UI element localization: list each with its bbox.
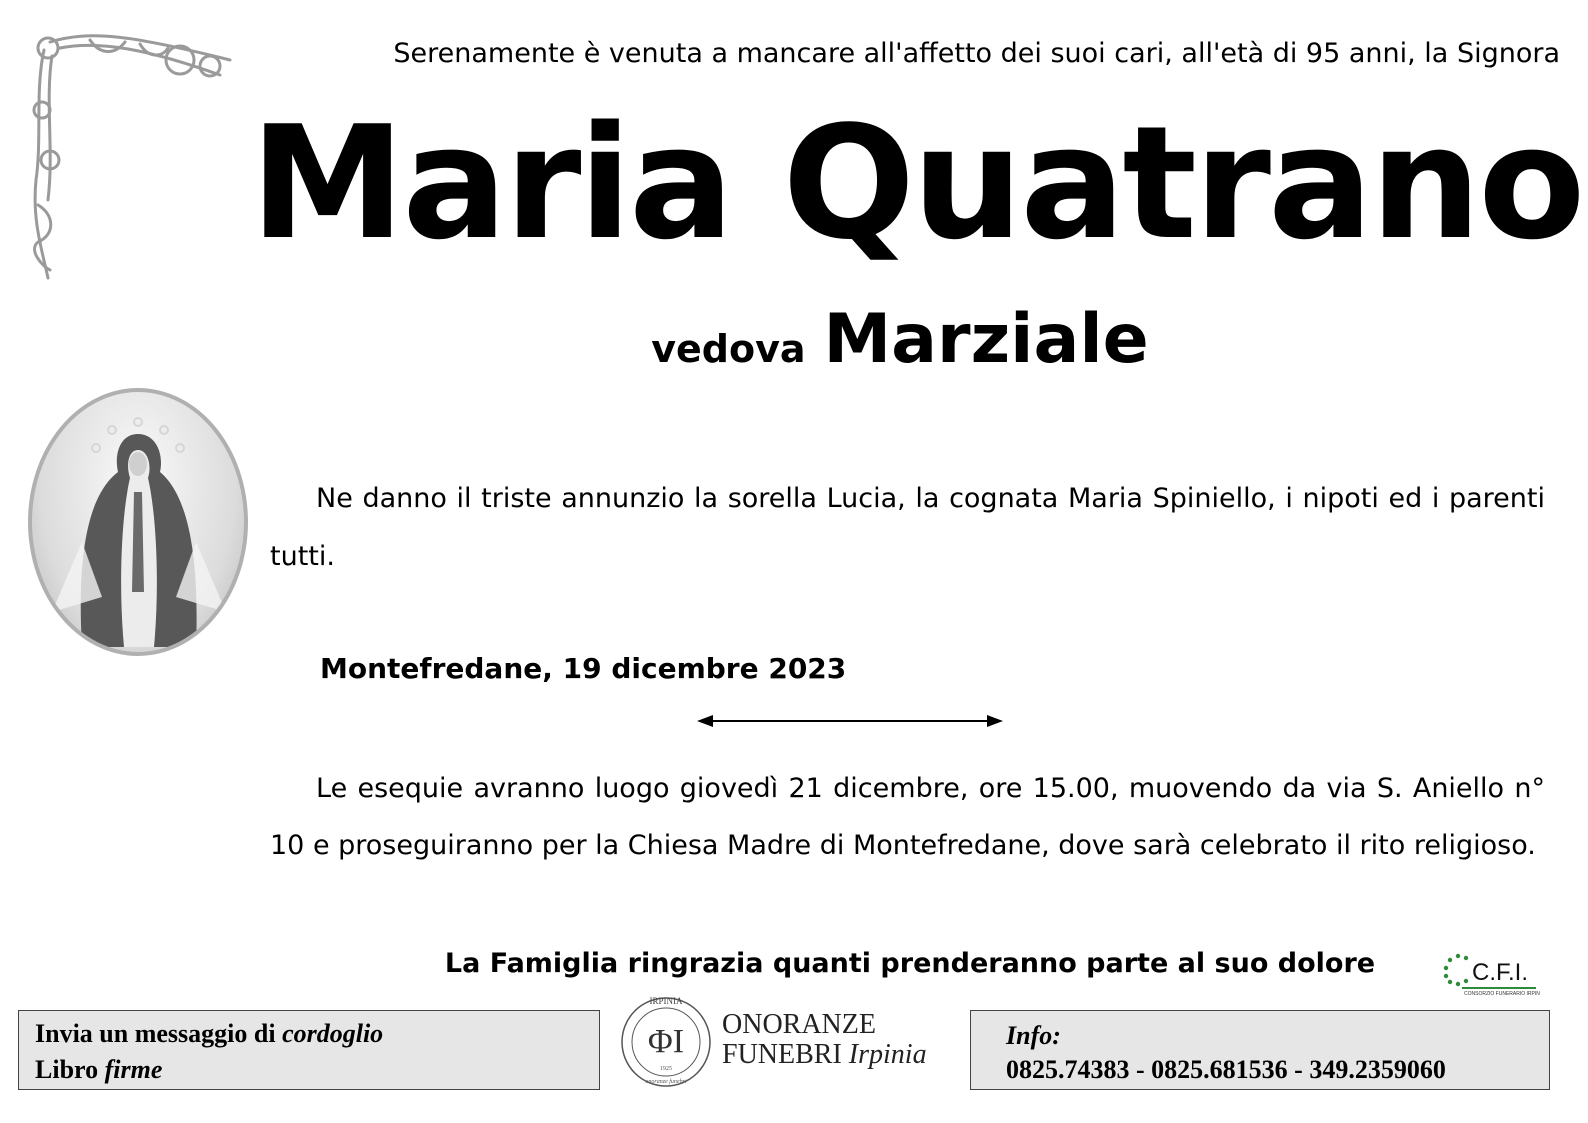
funeral-home-brand [722, 1010, 927, 1070]
madonna-portrait-icon [28, 388, 248, 656]
funeral-paragraph: Le esequie avranno luogo giovedì 21 dicembre, ore 15.00, muovendo da via S. Aniello n° 10 e proseguiranno per la Chiesa Madre di Montefredane, dove sarà celebrato il rito religioso. [270, 773, 1545, 861]
condolence-link[interactable]: Invia un messaggio di cordoglio [35, 1019, 384, 1048]
announcement-paragraph: Ne danno il triste annunzio la sorella Lucia, la cognata Maria Spiniello, i nipoti ed i parenti tutti. [270, 483, 1545, 572]
seal-year: 1925 [660, 1066, 672, 1072]
family-thanks: La Famiglia ringrazia quanti prenderanno parte al suo dolore [444, 948, 1376, 979]
place-date: Montefredane, 19 dicembre 2023 [320, 652, 847, 685]
funeral-home-seal-icon [616, 990, 716, 1090]
widow-prefix: vedova [651, 327, 806, 371]
cfi-logo-text: C.F.I. [1472, 959, 1529, 986]
seal-bottom-text: onoranze funebri [645, 1079, 687, 1085]
info-label: Info: [1006, 1021, 1061, 1050]
deceased-name: Maria Quatrano [250, 92, 1583, 274]
floral-corner-ornament-icon [30, 30, 240, 285]
guestbook-link[interactable]: Libro firme [35, 1055, 163, 1084]
widow-line [560, 300, 1240, 379]
info-box [970, 1010, 1550, 1090]
info-phones: 0825.74383 - 0825.681536 - 349.2359060 [1006, 1055, 1446, 1084]
svg-text:ΦΙ: ΦΙ [647, 1023, 685, 1060]
brand-line-1: ONORANZE [722, 1009, 876, 1040]
condolence-box[interactable] [18, 1010, 600, 1090]
cfi-logo-icon [1440, 948, 1540, 998]
double-arrow-divider-icon [695, 710, 1005, 732]
cfi-logo-subtext: CONSORZIO FUNERARIO IRPINO [1464, 991, 1540, 997]
intro-text: Serenamente è venuta a mancare all'affetto dei suoi cari, all'età di 95 anni, la Signora [393, 38, 1560, 69]
seal-top-text: IRPINIA [649, 996, 683, 1006]
brand-line-2: FUNEBRI Irpinia [722, 1039, 927, 1070]
widow-surname: Marziale [823, 300, 1149, 379]
